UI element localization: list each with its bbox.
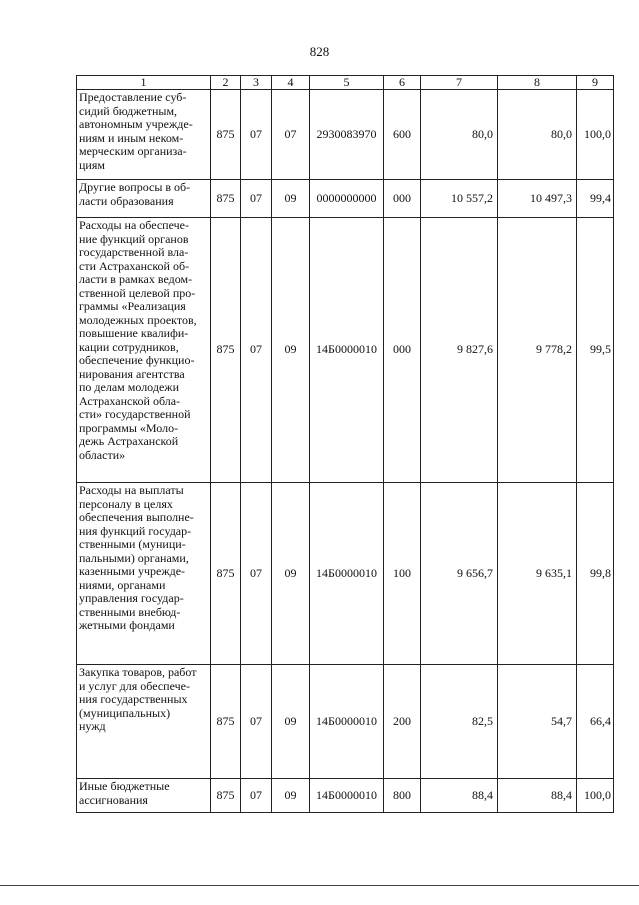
column-header: 9	[577, 76, 614, 90]
cell-expense-type: 000	[384, 218, 421, 483]
cell-subsection: 07	[272, 90, 310, 180]
cell-percent: 100,0	[577, 90, 614, 180]
cell-percent: 99,8	[577, 483, 614, 665]
budget-table	[76, 75, 614, 813]
cell-plan: 80,0	[421, 90, 498, 180]
cell-section: 07	[241, 483, 272, 665]
table-row	[77, 218, 614, 483]
cell-code: 875	[211, 779, 241, 813]
cell-actual: 80,0	[498, 90, 577, 180]
cell-code: 875	[211, 90, 241, 180]
table-row	[77, 483, 614, 665]
table-row	[77, 90, 614, 180]
column-header: 8	[498, 76, 577, 90]
cell-expense-type: 600	[384, 90, 421, 180]
page-number: 828	[309, 44, 330, 59]
row-name: Иные бюджетные ассигнования	[77, 779, 211, 813]
cell-code: 875	[211, 218, 241, 483]
column-header: 1	[77, 76, 211, 90]
cell-section: 07	[241, 218, 272, 483]
cell-section: 07	[241, 90, 272, 180]
cell-actual: 9 635,1	[498, 483, 577, 665]
cell-actual: 54,7	[498, 665, 577, 779]
cell-actual: 10 497,3	[498, 180, 577, 218]
column-header: 4	[272, 76, 310, 90]
column-header: 6	[384, 76, 421, 90]
cell-code: 875	[211, 180, 241, 218]
cell-target-article: 2930083970	[310, 90, 384, 180]
cell-subsection: 09	[272, 218, 310, 483]
cell-target-article: 14Б0000010	[310, 779, 384, 813]
cell-actual: 9 778,2	[498, 218, 577, 483]
cell-actual: 88,4	[498, 779, 577, 813]
cell-target-article: 14Б0000010	[310, 218, 384, 483]
cell-percent: 99,5	[577, 218, 614, 483]
cell-subsection: 09	[272, 483, 310, 665]
cell-plan: 82,5	[421, 665, 498, 779]
cell-expense-type: 200	[384, 665, 421, 779]
cell-plan: 9 656,7	[421, 483, 498, 665]
cell-expense-type: 100	[384, 483, 421, 665]
bottom-rule	[0, 885, 639, 886]
cell-section: 07	[241, 180, 272, 218]
cell-target-article: 14Б0000010	[310, 483, 384, 665]
table-row	[77, 665, 614, 779]
cell-section: 07	[241, 779, 272, 813]
cell-expense-type: 000	[384, 180, 421, 218]
table-header-row	[77, 76, 614, 90]
column-header: 5	[310, 76, 384, 90]
row-name: Расходы на обеспече- ние функций органов государственной вла- сти Астраханской об- ласти в рамках ведом- ственной целевой про- граммы «Реализация молодежных проектов, повышение квалифи- кации сотрудников, обеспечение функцио- нирования агентства по делам молодежи Астраханской обла- сти» государственной программы «Моло- дежь Астраханской области»	[77, 218, 211, 483]
table-row	[77, 180, 614, 218]
cell-code: 875	[211, 665, 241, 779]
cell-percent: 99,4	[577, 180, 614, 218]
row-name: Предоставление суб- сидий бюджетным, автономным учрежде- ниям и иным неком- мерческим организа- циям	[77, 90, 211, 180]
cell-code: 875	[211, 483, 241, 665]
cell-expense-type: 800	[384, 779, 421, 813]
table-row	[77, 779, 614, 813]
row-name: Закупка товаров, работ и услуг для обеспече- ния государственных (муниципальных) нужд	[77, 665, 211, 779]
cell-subsection: 09	[272, 779, 310, 813]
cell-plan: 88,4	[421, 779, 498, 813]
cell-percent: 66,4	[577, 665, 614, 779]
column-header: 7	[421, 76, 498, 90]
cell-subsection: 09	[272, 180, 310, 218]
cell-plan: 9 827,6	[421, 218, 498, 483]
cell-percent: 100,0	[577, 779, 614, 813]
row-name: Другие вопросы в об- ласти образования	[77, 180, 211, 218]
cell-section: 07	[241, 665, 272, 779]
column-header: 3	[241, 76, 272, 90]
cell-target-article: 14Б0000010	[310, 665, 384, 779]
row-name: Расходы на выплаты персоналу в целях обеспечения выполне- ния функций государ- ственными (муници- пальными) органами, казенными учрежде- ниями, органами управления государ- ственными внебюд- жетными фондами	[77, 483, 211, 665]
cell-target-article: 0000000000	[310, 180, 384, 218]
cell-plan: 10 557,2	[421, 180, 498, 218]
cell-subsection: 09	[272, 665, 310, 779]
column-header: 2	[211, 76, 241, 90]
